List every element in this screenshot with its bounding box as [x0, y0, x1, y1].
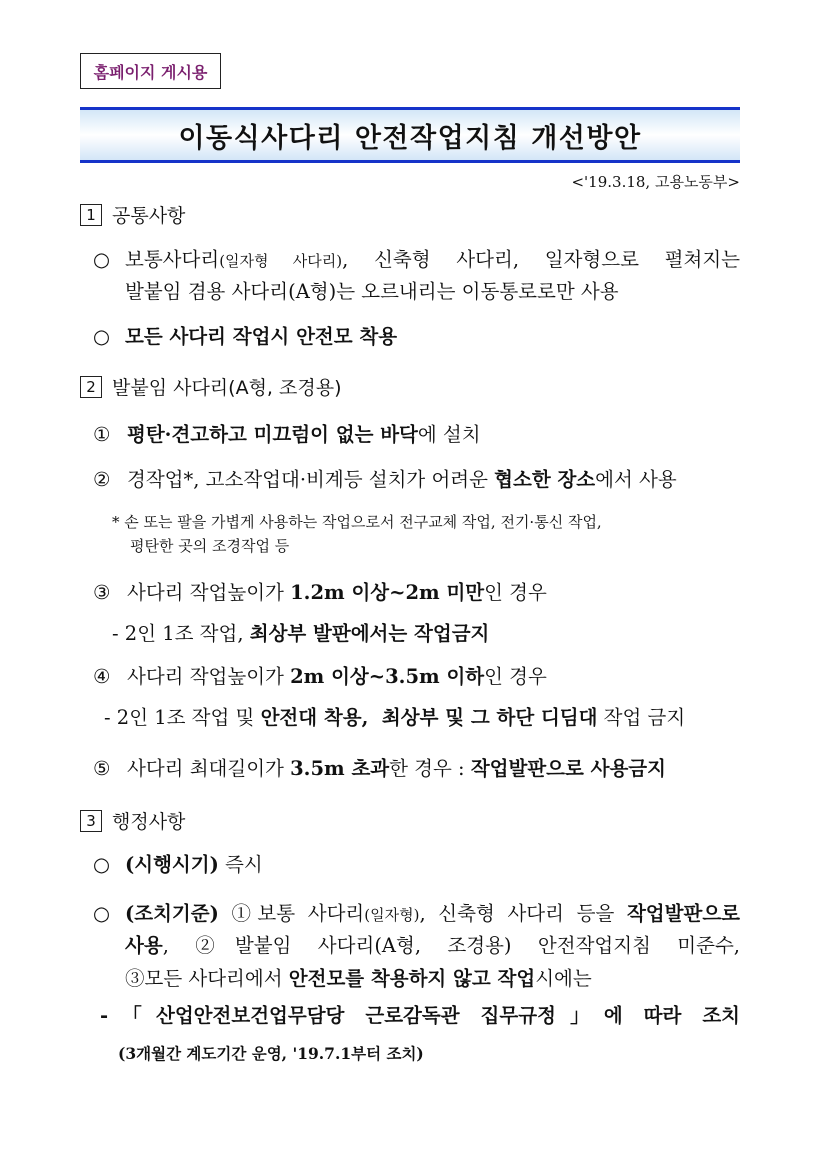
section-2-number: 2 [80, 376, 102, 398]
s2-item-3-a: 사다리 작업높이가 [127, 581, 291, 604]
s1-bullet-1-line-1 [93, 247, 740, 273]
s2-item-2-a: 경작업*, 고소작업대·비계등 설치가 어려운 [127, 468, 495, 491]
s2-item-2-b: 에서 사용 [595, 468, 677, 491]
s3-bullet-2-line-2 [125, 933, 740, 959]
s1-bullet-2 [93, 324, 397, 350]
s2-item-1-bold: 평탄·견고하고 미끄럼이 없는 바닥 [127, 423, 418, 446]
s3-b2-a: ①보통 사다리 [218, 902, 365, 925]
document-title: 이동식사다리 안전작업지침 개선방안 [178, 122, 642, 154]
s2-item-3 [93, 580, 547, 606]
s1-b1-text-c: , 신축형 사다리, 일자형으로 펼쳐지는 [342, 248, 740, 271]
s3-b2-bold: (조치기준) [125, 902, 219, 925]
s2-item-1 [93, 422, 481, 448]
circle-bullet-icon: ○ [93, 853, 111, 876]
s1-b1-text-b: (일자형 사다리) [219, 252, 343, 270]
s3-b2-l3-a: ③모든 사다리에서 [125, 967, 289, 990]
s3-b2-small: (일자형) [364, 906, 420, 924]
section-3-heading [80, 809, 185, 835]
s2-item-5-mark: ⑤ [93, 757, 111, 780]
s2-item-3-mark: ③ [93, 581, 111, 604]
s2-item-1-rest: 에 설치 [417, 423, 481, 446]
s3-bullet-1 [93, 852, 263, 878]
s2-footnote-line-1: * 손 또는 팔을 가볍게 사용하는 작업으로서 전구교체 작업, 전기·통신 작업, [112, 513, 602, 531]
s2-item-4-sub [104, 705, 685, 731]
s3-b1-rest: 즉시 [218, 853, 263, 876]
s2-footnote-line-2: 평탄한 곳의 조경작업 등 [130, 537, 290, 555]
s3-bullet-2-line-1 [93, 901, 740, 927]
s2-item-4-a: 사다리 작업높이가 [127, 665, 291, 688]
section-1-title: 공통사항 [112, 205, 186, 227]
s2-item-4-mark: ④ [93, 665, 111, 688]
date-and-agency: <'19.3.18, 고용노동부> [571, 173, 740, 191]
s3-b1-bold: (시행시기) [125, 853, 219, 876]
section-3-number: 3 [80, 810, 102, 832]
s3-b2-b: , 신축형 사다리 등을 [419, 902, 627, 925]
s3-rule-note: (3개월간 계도기간 운영, '19.7.1부터 조치) [118, 1044, 424, 1063]
s3-rule-text: -「산업안전보건업무담당 근로감독관 집무규정」에 따라 조치 [100, 1004, 740, 1027]
s2-item-3-sub-bold: 최상부 발판에서는 작업금지 [249, 622, 490, 645]
section-1-number: 1 [80, 204, 102, 226]
s2-item-4-sub-bold: 안전대 착용, 최상부 및 그 하단 디딤대 [260, 706, 598, 729]
s2-item-5-bold-1: 3.5m 초과 [290, 757, 390, 780]
s2-item-5-b: 한 경우 : [389, 757, 471, 780]
circle-bullet-icon: ○ [93, 248, 111, 271]
s3-b2-l3-bold: 안전모를 착용하지 않고 작업 [288, 967, 536, 990]
s2-item-3-sub-a: - 2인 1조 작업, [112, 622, 250, 645]
section-2-heading [80, 375, 341, 401]
s1-b1-text-a: 보통사다리 [125, 248, 220, 271]
s2-item-2-mark: ② [93, 468, 111, 491]
s3-b2-l2-bold: 사용 [125, 934, 163, 957]
section-1-heading [80, 203, 185, 229]
circle-bullet-icon: ○ [93, 325, 111, 348]
section-2-title: 발붙임 사다리(A형, 조경용) [112, 377, 342, 399]
s2-item-3-b: 인 경우 [484, 581, 547, 604]
s2-item-5-a: 사다리 최대길이가 [127, 757, 291, 780]
homepage-posting-badge: 홈페이지 게시용 [80, 53, 221, 89]
s2-item-4 [93, 664, 547, 690]
s3-b2-l2-a: , ②발붙임 사다리(A형, 조경용) 안전작업지침 미준수, [162, 934, 740, 957]
s3-b2-l3-b: 시에는 [535, 967, 592, 990]
s2-item-4-sub-a: - 2인 1조 작업 및 [104, 706, 261, 729]
s2-item-5-bold-2: 작업발판으로 사용금지 [470, 757, 666, 780]
s1-bullet-1-line-2: 발붙임 겸용 사다리(A형)는 오르내리는 이동통로로만 사용 [125, 280, 619, 303]
s2-item-3-sub [112, 621, 489, 647]
s2-item-3-bold: 1.2m 이상~2m 미만 [290, 581, 485, 604]
circle-bullet-icon: ○ [93, 902, 111, 925]
s2-item-1-mark: ① [93, 423, 111, 446]
s2-item-5 [93, 756, 666, 782]
s2-item-4-sub-b: 작업 금지 [597, 706, 686, 729]
s2-item-4-bold: 2m 이상~3.5m 이하 [290, 665, 485, 688]
s3-rule-line [100, 1003, 740, 1029]
title-banner [80, 107, 740, 163]
s3-bullet-2-line-3 [125, 966, 592, 992]
s2-item-4-b: 인 경우 [484, 665, 547, 688]
s1-b2-text: 모든 사다리 작업시 안전모 착용 [125, 325, 398, 348]
s3-b2-bold-2: 작업발판으로 [626, 902, 740, 925]
s2-item-2-bold: 협소한 장소 [494, 468, 596, 491]
s2-item-2 [93, 467, 677, 493]
section-3-title: 행정사항 [112, 811, 186, 833]
